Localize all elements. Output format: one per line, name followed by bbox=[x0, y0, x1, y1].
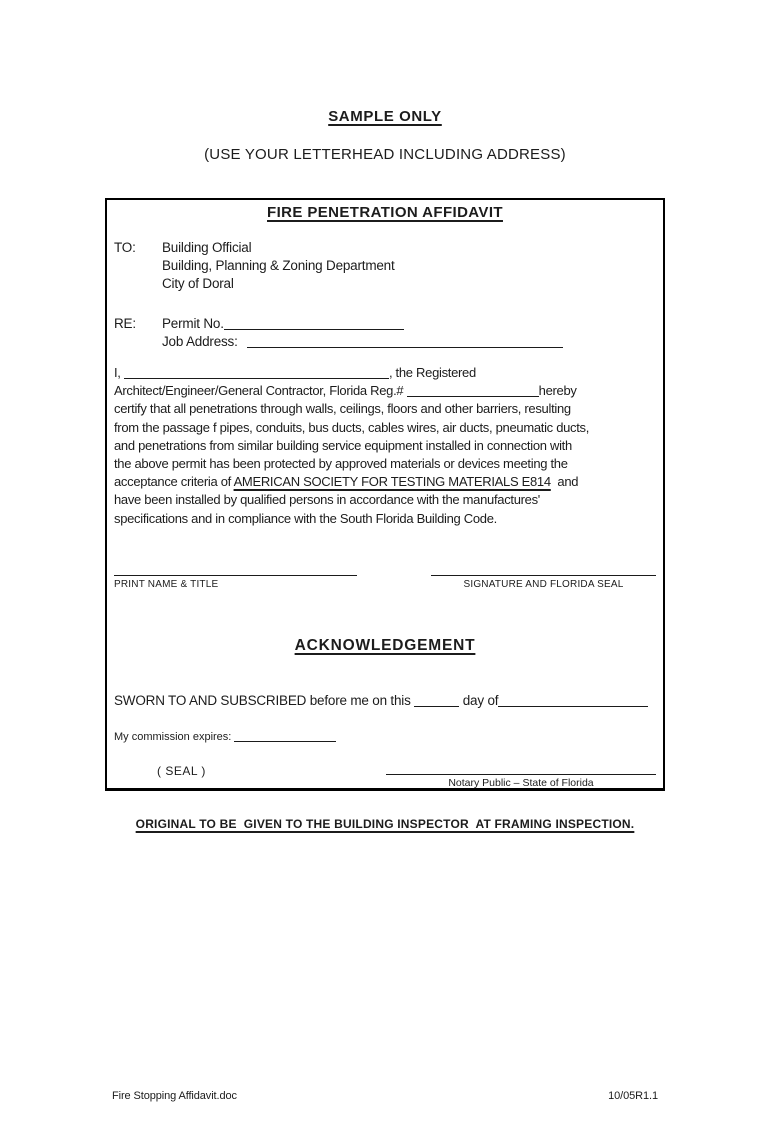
to-label: TO: bbox=[114, 240, 136, 255]
re-label: RE: bbox=[114, 316, 136, 331]
signature-label: SIGNATURE AND FLORIDA SEAL bbox=[463, 578, 624, 590]
job-address-row bbox=[162, 333, 563, 351]
affidavit-paragraph: I, , the Registered Architect/Engineer/General Contractor, Florida Reg.# hereby certify that all penetrations through walls, ceilings, floors and other barriers, resulting from the passage f pipes, conduits, bus ducts, cables wires, air ducts, pneumatic ducts, and penetrations from similar building service equipment installed in connection with the above permit has been protected by approved materials or devices meeting the acceptance criteria of AMERICAN SOCIETY FOR TESTING MATERIALS E814 and have been installed by qualified persons in accordance with the manufactures' specifications and in compliance with the South Florida Building Code. bbox=[114, 365, 590, 526]
to-line: City of Doral bbox=[162, 276, 234, 291]
permit-label: Permit No. bbox=[162, 316, 224, 331]
footer-filename: Fire Stopping Affidavit.doc bbox=[112, 1090, 237, 1102]
seal-row bbox=[114, 764, 656, 789]
page-footer bbox=[112, 1090, 658, 1102]
footer-revision: 10/05R1.1 bbox=[608, 1090, 658, 1102]
day-line bbox=[414, 694, 459, 707]
affidavit-box bbox=[105, 198, 665, 791]
name-line bbox=[124, 366, 389, 379]
letterhead-note: (USE YOUR LETTERHEAD INCLUDING ADDRESS) bbox=[204, 146, 566, 163]
framing-inspection-notice: ORIGINAL TO BE GIVEN TO THE BUILDING INSPECTOR AT FRAMING INSPECTION. bbox=[135, 817, 635, 831]
affidavit-title: FIRE PENETRATION AFFIDAVIT bbox=[267, 204, 503, 221]
job-address-label: Job Address: bbox=[162, 334, 238, 349]
print-name-label: PRINT NAME & TITLE bbox=[114, 578, 219, 590]
signature-line bbox=[431, 575, 656, 576]
re-section bbox=[114, 315, 656, 351]
seal-note: ( SEAL ) bbox=[157, 763, 206, 778]
notary-label: Notary Public – State of Florida bbox=[448, 776, 594, 789]
commission-label: My commission expires: bbox=[114, 730, 235, 743]
astm-reference: AMERICAN SOCIETY FOR TESTING MATERIALS E814 bbox=[233, 474, 551, 490]
job-address-line bbox=[247, 335, 563, 348]
acknowledgement-title: ACKNOWLEDGEMENT bbox=[294, 636, 476, 654]
to-line: Building Official bbox=[162, 240, 252, 255]
page bbox=[0, 108, 770, 1102]
permit-row bbox=[162, 315, 563, 333]
to-line: Building, Planning & Zoning Department bbox=[162, 258, 395, 273]
print-name-line bbox=[114, 575, 357, 576]
permit-number-line bbox=[224, 317, 404, 330]
sample-only-heading: SAMPLE ONLY bbox=[328, 108, 442, 125]
notary-signature-line bbox=[386, 774, 656, 775]
sworn-statement: SWORN TO AND SUBSCRIBED before me on this day of bbox=[114, 692, 656, 710]
registration-number-line bbox=[407, 384, 539, 397]
to-section bbox=[114, 239, 656, 293]
commission-row bbox=[114, 729, 656, 744]
month-line bbox=[498, 694, 648, 707]
commission-date-line bbox=[234, 729, 336, 742]
signature-row bbox=[114, 575, 656, 590]
